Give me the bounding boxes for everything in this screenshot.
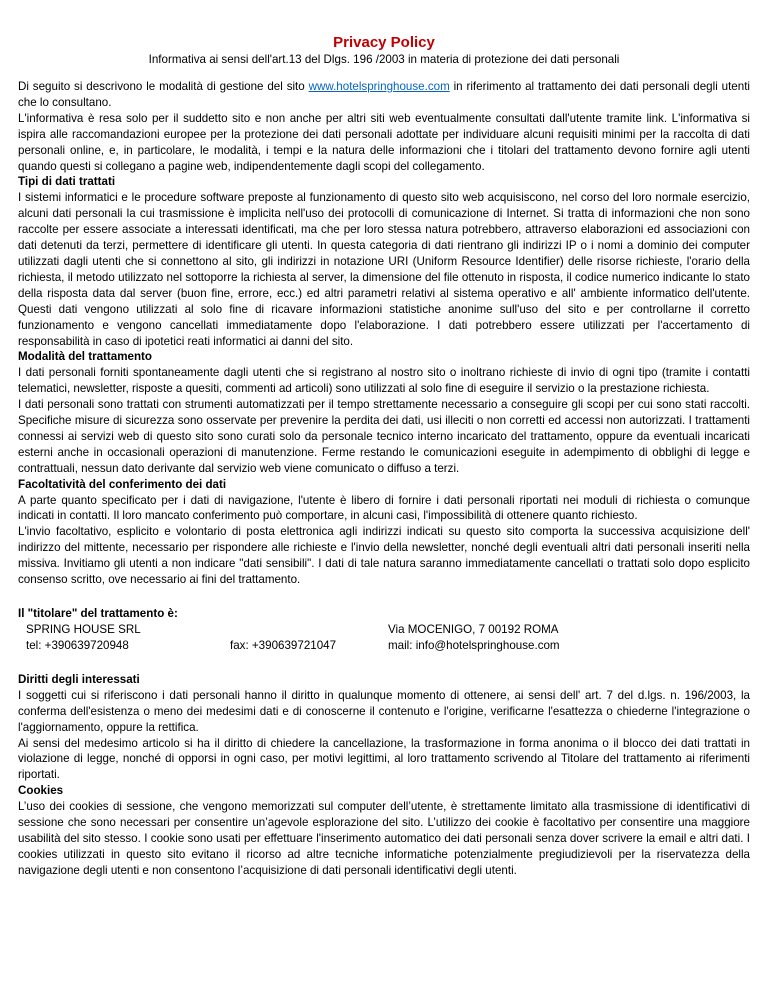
section-heading-diritti: Diritti degli interessati [18, 672, 140, 686]
document-body [18, 79, 750, 879]
cookies-paragraph: L’uso dei cookies di sessione, che vengono memorizzati sul computer dell’utente, è strettamente limitato alla trasmissione di identificativi di sessione che sono necessari per consentire un’agevole esplorazione del sito. L’utilizzo dei cookie è facoltativo per consentire una maggiore usabilità del sito stesso. I cookie sono usati per effettuare l'inserimento automatico dei dati personali senza dover scrivere la email e altri dati. I cookies utilizzati in questo sito evitano il ricorso ad altre tecniche informatiche potenzialmente pregiudizievoli per la riservatezza della navigazione degli utenti e non consentono l’acquisizione di dati personali identificativi degli utenti. [18, 800, 750, 877]
company-email: mail: info@hotelspringhouse.com [388, 638, 560, 652]
company-name: SPRING HOUSE SRL [26, 622, 141, 636]
intro-text-after-link: in riferimento al trattamento dei dati personali degli utenti che lo consultano. [18, 80, 750, 109]
phone-number: tel: +390639720948 [26, 638, 129, 652]
section-heading-modalita: Modalità del trattamento [18, 350, 152, 364]
tipi-paragraph: I sistemi informatici e le procedure software preposte al funzionamento di questo sito web acquisiscono, nel corso del loro normale esercizio, alcuni dati personali la cui trasmissione è implicita nell'uso dei protocolli di comunicazione di Internet. Si tratta di informazioni che non sono raccolte per essere associate a interessati identificati, ma che per loro stessa natura potrebbero, attraverso elaborazioni ed associazioni con dati detenuti da terzi, permettere di identificare gli utenti. In questa categoria di dati rientrano gli indirizzi IP o i nomi a dominio dei computer utilizzati dagli utenti che si connettono al sito, gli indirizzi in notazione URI (Uniform Resource Identifier) delle risorse richieste, l'orario della richiesta, il metodo utilizzato nel sottoporre la richiesta al server, la dimensione del file ottenuto in risposta, il codice numerico indicante lo stato della risposta data dal server (buon fine, errore, ecc.) ed altri parametri relativi al sistema operativo e all' ambiente informatico dell'utente. Questi dati vengono utilizzati al solo fine di ricavare informazioni statistiche anonime sull'uso del sito e per controllarne il corretto funzionamento e vengono cancellati immediatamente dopo l'elaborazione. I dati potrebbero essere utilizzati per l'accertamento di responsabilità in caso di ipotetici reati informatici ai danni del sito. [18, 191, 750, 348]
site-link[interactable]: www.hotelspringhouse.com [308, 80, 450, 93]
facoltativita-paragraph-1: A parte quanto specificato per i dati di navigazione, l'utente è libero di fornire i dati personali riportati nei moduli di richiesta o comunque indicati in contatti. Il loro mancato conferimento può comportare, in alcuni casi, l'impossibilità di ottenere quanto richiesto. [18, 493, 750, 523]
modalita-paragraph-1: I dati personali forniti spontaneamente dagli utenti che si registrano al nostro sito o inoltrano richieste di invio di ogni tipo (tramite i contatti telematici, newsletter, risposte a quesiti, commenti ad articoli) sono utilizzati al solo fine di eseguire il servizio o la prestazione richiesta. [18, 366, 750, 396]
diritti-paragraph-2: Ai sensi del medesimo articolo si ha il diritto di chiedere la cancellazione, la trasformazione in forma anonima o il blocco dei dati trattati in violazione di legge, nonché di opporsi in ogni caso, per motivi legittimi, al loro trattamento scrivendo al Titolare del trattamento ai riferimenti riportati. [18, 736, 750, 782]
facoltativita-paragraph-2: L'invio facoltativo, esplicito e volontario di posta elettronica agli indirizzi indicati su questo sito comporta la successiva acquisizione dell' indirizzo del mittente, necessario per rispondere alle richieste e l'invio della newsletter, nonché degli eventuali altri dati personali inseriti nella missiva. Invitiamo gli utenti a non indicare "dati sensibili". I dati di tale natura saranno immediatamente cancellati o trattati solo dopo esplicito consenso scritto, ove necessario ai fini del trattamento. [18, 525, 750, 587]
spacer [18, 588, 750, 606]
intro-paragraph-2: L'informativa è resa solo per il suddetto sito e non anche per altri siti web eventualmente consultati dall'utente tramite link. L'informativa si ispira alle raccomandazioni europee per la protezione dei dati personali adottate per individuare alcuni requisiti minimi per la raccolta di dati personali online, e, in particolare, le modalità, i tempi e la natura delle informazioni che i titolari del trattamento devono fornire agli utenti quando questi si collegano a pagine web, indipendentemente dagli scopi del collegamento. [18, 111, 750, 173]
intro-text-before-link: Di seguito si descrivono le modalità di gestione del sito [18, 80, 309, 93]
section-heading-tipi: Tipi di dati trattati [18, 175, 116, 189]
spacer [18, 656, 750, 672]
modalita-paragraph-2: I dati personali sono trattati con strumenti automatizzati per il tempo strettamente necessario a conseguire gli scopi per cui sono stati raccolti. Specifiche misure di sicurezza sono osservate per prevenire la perdita dei dati, usi illeciti o non corretti ed accessi non autorizzati. I trattamenti connessi ai servizi web di questo sito sono curati solo da personale tecnico interno incaricato del trattamento, oppure da eventuali incaricati esterni anche in occasionali operazioni di manutenzione. Ferme restando le comunicazioni eseguite in adempimento di obblighi di legge e contrattuali, nessun dato derivante dal servizio web viene comunicato o diffuso a terzi. [18, 398, 750, 475]
titolare-heading: Il "titolare" del trattamento è: [18, 607, 178, 620]
page-subtitle: Informativa ai sensi dell'art.13 del Dlgs. 196 /2003 in materia di protezione dei dati personali [148, 53, 620, 66]
section-heading-facoltativita: Facoltatività del conferimento dei dati [18, 477, 227, 491]
fax-number: fax: +390639721047 [230, 638, 337, 652]
diritti-paragraph-1: I soggetti cui si riferiscono i dati personali hanno il diritto in qualunque momento di ottenere, ai sensi dell' art. 7 del d.lgs. n. 196/2003, la conferma dell'esistenza o meno dei medesimi dati e di conoscerne il contenuto e l'origine, verificarne l'esattezza o chiederne l'integrazione o l'aggiornamento, oppure la rettifica. [18, 688, 750, 734]
section-heading-cookies: Cookies [18, 784, 64, 798]
titolare-contacts [18, 622, 750, 656]
intro-paragraph [18, 79, 750, 111]
page-title: Privacy Policy [333, 34, 435, 51]
company-address: Via MOCENIGO, 7 00192 ROMA [388, 622, 559, 636]
